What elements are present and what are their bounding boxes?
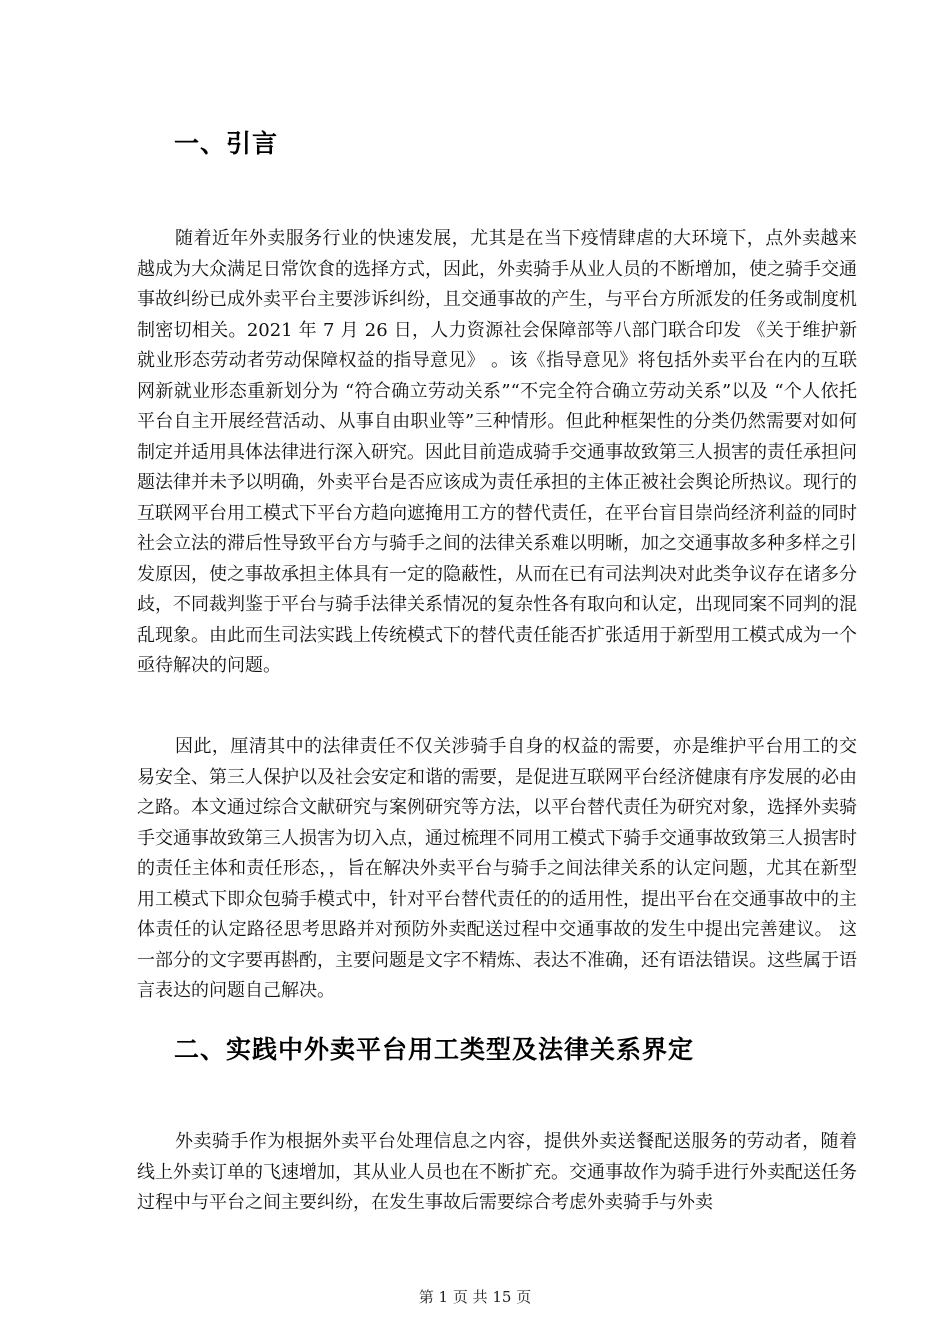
body-paragraph: 因此，厘清其中的法律责任不仅关涉骑手自身的权益的需要，亦是维护平台用工的交易安全、第三人保护以及社会安定和谐的需要，是促进互联网平台经济健康有序发展的必由之路。本文通过综合文献研究与案例研究等方法，以平台替代责任为研究对象，选择外卖骑手交通事故致第三人损害为切入点，通过梳理不同用工模式下骑手交通事故致第三人损害时的责任主体和责任形态，，旨在解决外卖平台与骑手之间法律关系的认定问题，尤其在新型用工模式下即众包骑手模式中，针对平台替代责任的的适用性，提出平台在交通事故中的主体责任的认定路径思考思路并对预防外卖配送过程中交通事故的发生中提出完善建议。 这一部分的文字要再斟酌，主要问题是文字不精炼、表达不准确，还有语法错误。这些属于语言表达的问题自己解决。 [137, 736, 857, 1001]
page-footer: 第 1 页 共 15 页 [418, 1288, 532, 1306]
section-heading-introduction: 一、引言 [174, 129, 279, 158]
body-paragraph: 外卖骑手作为根据外卖平台处理信息之内容，提供外卖送餐配送服务的劳动者，随着线上外卖订单的飞速增加，其从业人员也在不断扩充。交通事故作为骑手进行外卖配送任务过程中与平台之间主要纠纷，在发生事故后需要综合考虑外卖骑手与外卖 [137, 1131, 857, 1213]
body-paragraph: 随着近年外卖服务行业的快速发展，尤其是在当下疫情肆虐的大环境下，点外卖越来越成为大众满足日常饮食的选择方式，因此，外卖骑手从业人员的不断增加，使之骑手交通事故纠纷已成外卖平台主要涉诉纠纷，且交通事故的产生，与平台方所派发的任务或制度机制密切相关。2021 年 7 月 26 日，人力资源社会保障部等八部门联合印发 《关于维护新就业形态劳动者劳动保障权益的指导意见》 。该《指导意见》将包括外卖平台在内的互联网新就业形态重新划分为 “符合确立劳动关系”“不完全符合确立劳动关系”以及 “个人依托平台自主开展经营活动、从事自由职业等”三种情形。但此种框架性的分类仍然需要对如何制定并适用具体法律进行深入研究。因此目前造成骑手交通事故致第三人损害的责任承担问题法律并未予以明确，外卖平台是否应该成为责任承担的主体正被社会舆论所热议。现行的互联网平台用工模式下平台方趋向遮掩用工方的替代责任，在平台盲目崇尚经济利益的同时社会立法的滞后性导致平台方与骑手之间的法律关系难以明晰，加之交通事故多种多样之引发原因，使之事故承担主体具有一定的隐蔽性，从而在已有司法判决对此类争议存在诸多分歧，不同裁判鉴于平台与骑手法律关系情况的复杂性各有取向和认定，出现同案不同判的混乱现象。由此而生司法实践上传统模式下的替代责任能否扩张适用于新型用工模式成为一个亟待解决的问题。 [137, 228, 857, 676]
section-heading-employment-types: 二、实践中外卖平台用工类型及法律关系界定 [174, 1035, 695, 1064]
